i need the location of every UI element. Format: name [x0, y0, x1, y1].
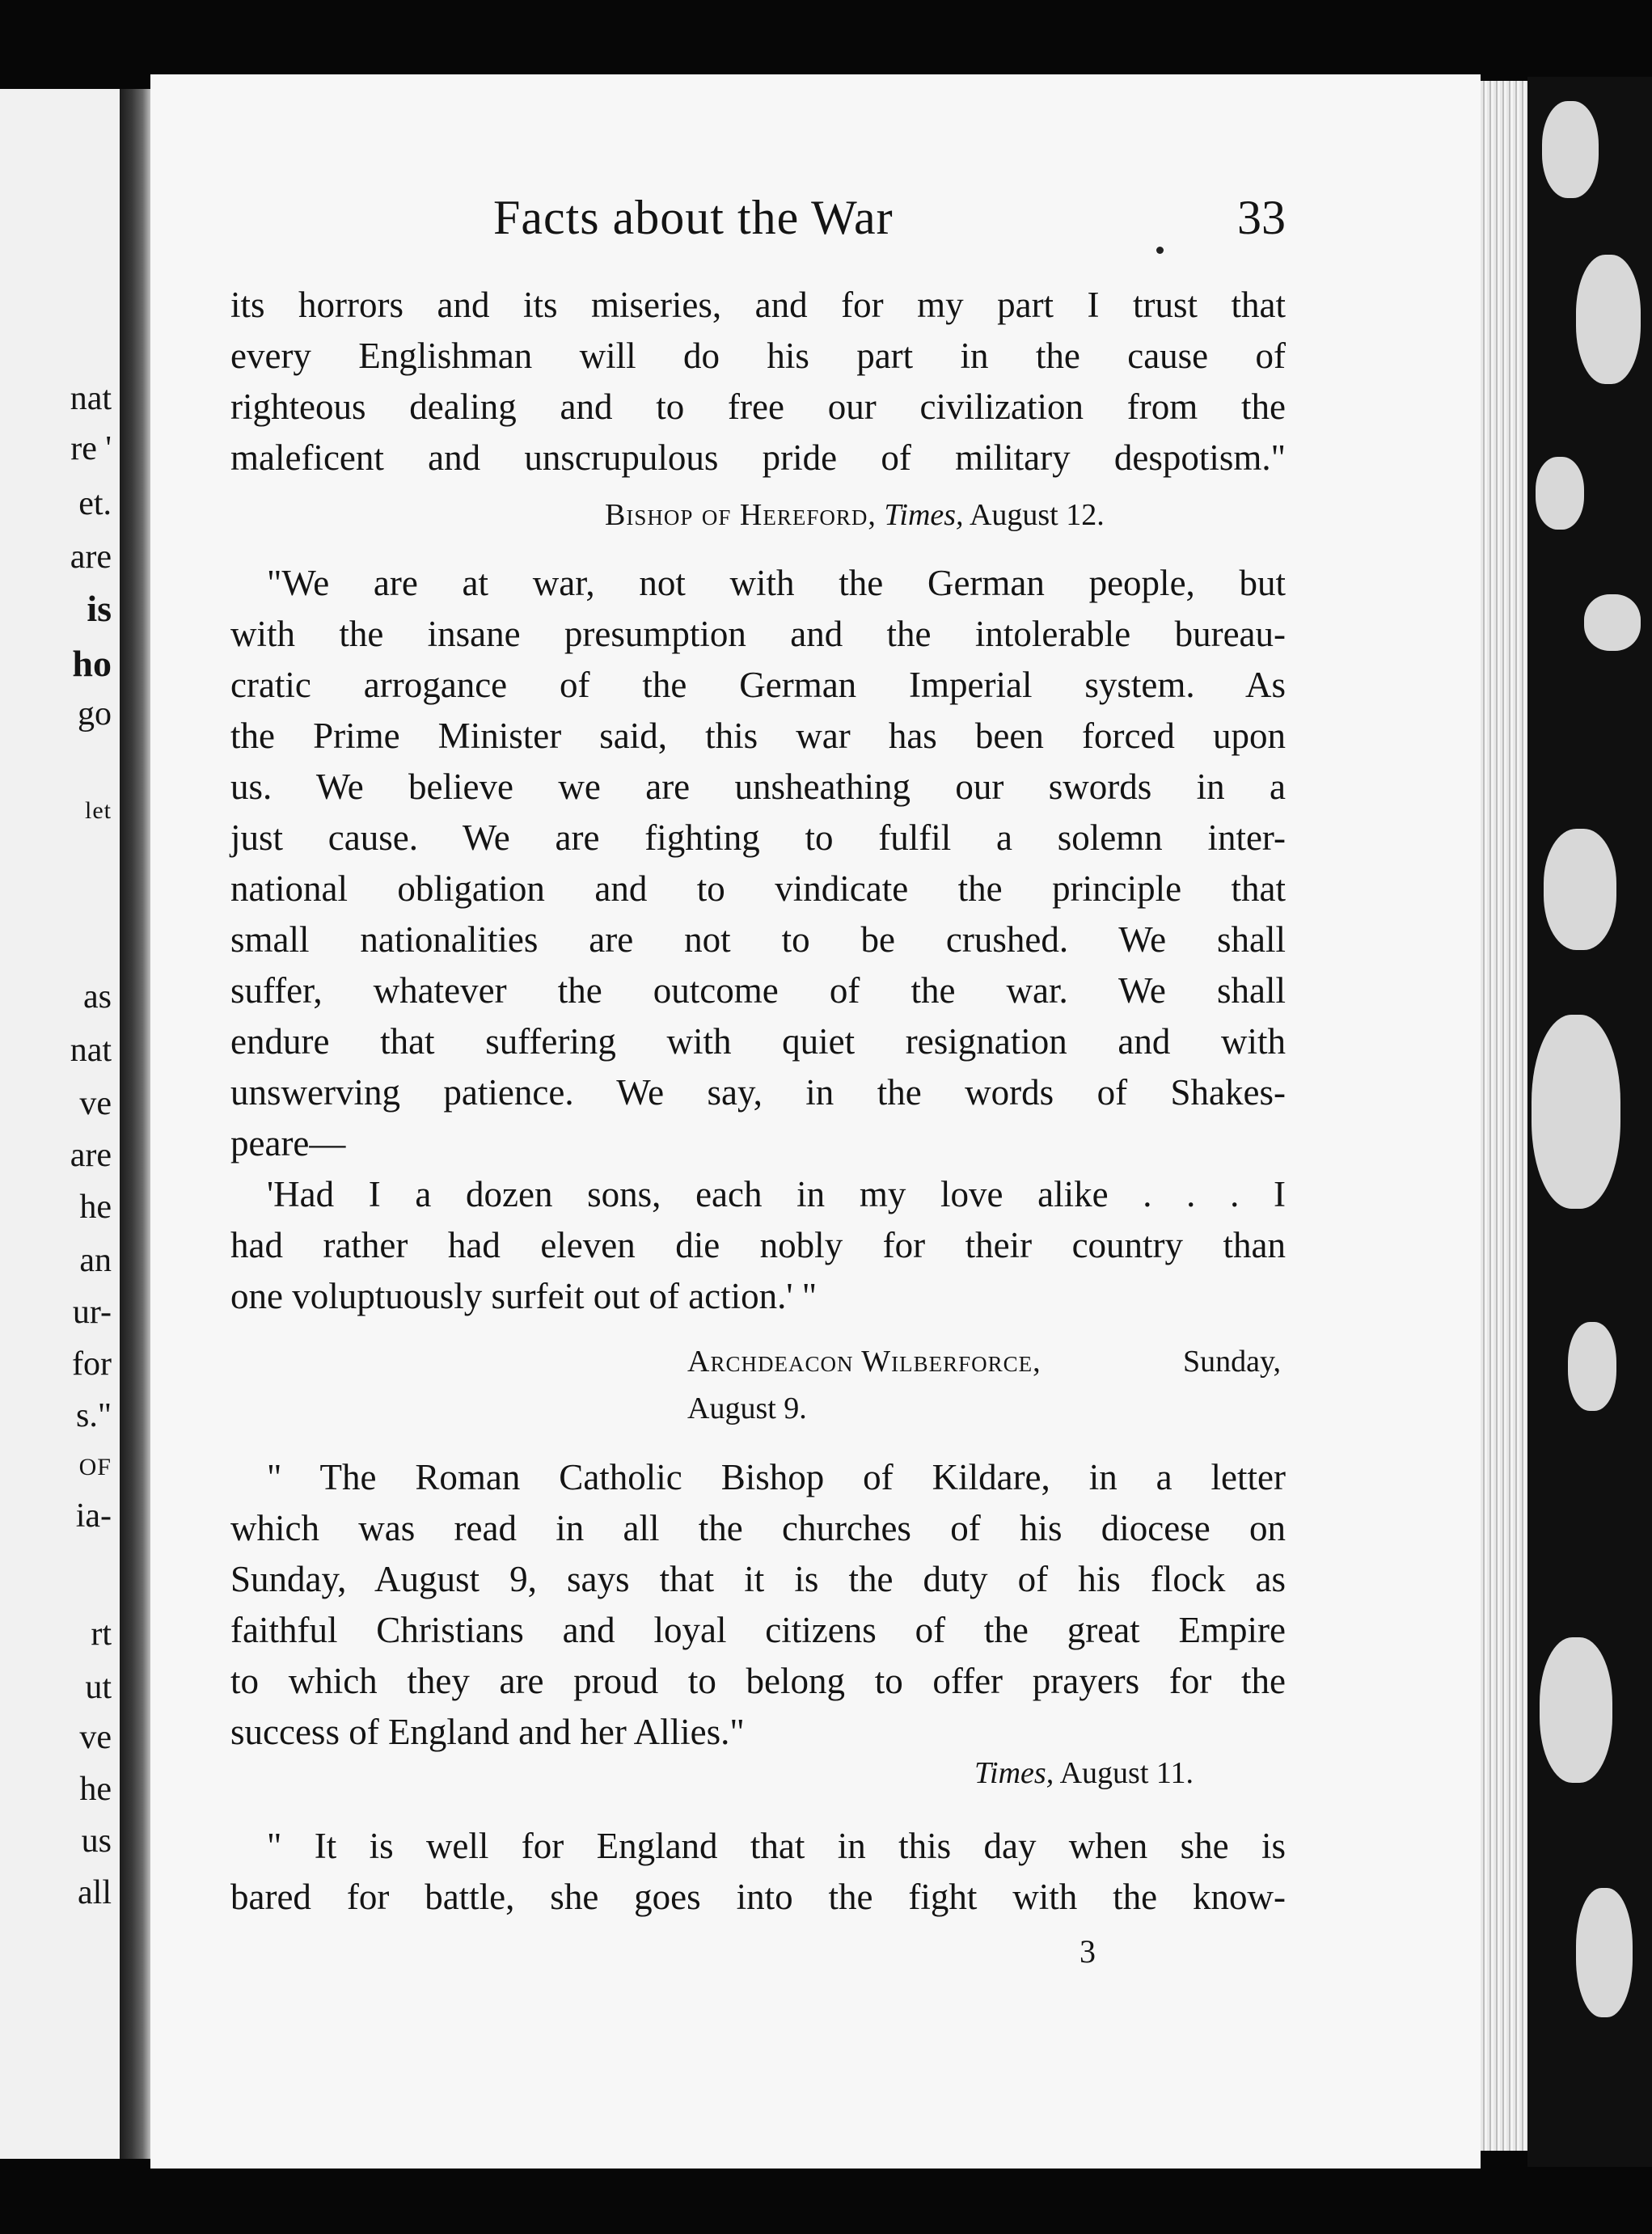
attribution-2 [687, 1338, 1286, 1432]
text-line: peare— [230, 1123, 346, 1163]
left-page-fragment: nat [70, 380, 112, 417]
passage-2 [230, 558, 1286, 1322]
attribution-source: Times, [974, 1756, 1054, 1790]
quote-line: 'Had I a dozen sons, each in my love alike . . . I [267, 1174, 1286, 1214]
attribution-name: Bishop of Hereford, [605, 498, 877, 532]
text-line: small nationalities are not to be crushed. We shall [230, 919, 1286, 960]
left-page-fragment: nat [70, 1032, 112, 1069]
left-page-fragment: us [81, 1822, 112, 1860]
text-line: to which they are proud to belong to offer prayers for the [230, 1661, 1286, 1701]
left-page-fragment: he [79, 1189, 112, 1226]
quote-line: one voluptuously surfeit out of action.' " [230, 1276, 818, 1316]
marbling-blot [1542, 101, 1599, 198]
text-line: just cause. We are fighting to fulfil a solemn inter- [230, 817, 1286, 858]
text-line: righteous dealing and to free our civilization from the [230, 386, 1286, 427]
passage-1 [230, 280, 1286, 484]
text-line: the Prime Minister said, this war has been forced upon [230, 716, 1286, 756]
left-page-fragment: for [72, 1345, 112, 1383]
marbling-blot [1540, 1637, 1612, 1783]
left-page-fragment: let [85, 797, 112, 824]
left-page-fragment: OF [78, 1454, 112, 1480]
attribution-1 [605, 492, 1105, 538]
text-line: with the insane presumption and the intolerable bureau- [230, 614, 1286, 654]
attribution-3 [974, 1750, 1194, 1797]
left-page-fragment: et. [78, 485, 112, 522]
text-line: us. We believe we are unsheathing our swords in a [230, 766, 1286, 807]
marbling-blot [1544, 829, 1616, 950]
left-page-fragment: all [78, 1874, 112, 1911]
marbled-cover-board [1527, 77, 1652, 2167]
left-page-fragment: is [87, 588, 112, 629]
passage-4 [230, 1821, 1286, 1923]
text-line: " It is well for England that in this day when she is [267, 1826, 1286, 1866]
passage-3 [230, 1452, 1286, 1758]
text-line: " The Roman Catholic Bishop of Kildare, in a letter [267, 1457, 1286, 1497]
ink-speck [1156, 247, 1164, 254]
text-line: suffer, whatever the outcome of the war. We shall [230, 970, 1286, 1011]
text-line: maleficent and unscrupulous pride of military despotism." [230, 437, 1286, 478]
left-page-fragment: are [70, 538, 112, 576]
text-line: endure that suffering with quiet resignation and with [230, 1021, 1286, 1062]
left-page-fragment: s." [76, 1397, 112, 1434]
page-header [230, 190, 1286, 255]
text-line: unswerving patience. We say, in the words of Shakes- [230, 1072, 1286, 1113]
left-facing-page [0, 89, 120, 2159]
text-line: its horrors and its miseries, and for my part I trust that [230, 285, 1286, 325]
signature-mark: 3 [1080, 1933, 1096, 1970]
marbling-blot [1584, 594, 1641, 651]
marbling-blot [1576, 1888, 1633, 2017]
left-page-fragment: go [78, 695, 112, 733]
text-line: every Englishman will do his part in the cause of [230, 336, 1286, 376]
marbling-blot [1576, 255, 1641, 384]
text-line: national obligation and to vindicate the principle that [230, 868, 1286, 909]
attribution-date: August 11. [1059, 1756, 1194, 1790]
text-line: faithful Christians and loyal citizens of the great Empire [230, 1610, 1286, 1650]
attribution-date: August 12. [969, 498, 1105, 532]
left-page-fragment: are [70, 1137, 112, 1174]
page-number: 33 [1237, 191, 1286, 244]
left-page-fragment: as [83, 978, 112, 1016]
left-page-fragment: ur- [72, 1294, 112, 1331]
text-line: "We are at war, not with the German people, but [267, 563, 1286, 603]
text-line: bared for battle, she goes into the fight with the know- [230, 1877, 1286, 1917]
running-title: Facts about the War [493, 191, 894, 244]
text-line: success of England and her Allies." [230, 1712, 745, 1752]
left-page-fragment: ia- [75, 1497, 112, 1535]
page-edges [1481, 81, 1527, 2151]
left-page-fragment: an [79, 1242, 112, 1279]
quote-line: had rather had eleven die nobly for their country than [230, 1225, 1286, 1265]
left-page-fragment: ut [85, 1669, 112, 1706]
attribution-date: August 9. [687, 1391, 807, 1425]
text-line: Sunday, August 9, says that it is the duty of his flock as [230, 1559, 1286, 1599]
left-page-fragment: ve [79, 1085, 112, 1122]
marbling-blot [1532, 1015, 1620, 1209]
left-page-fragment: re ' [70, 430, 112, 467]
left-page-fragment: rt [91, 1615, 112, 1653]
left-page-fragment: ho [72, 643, 112, 684]
attribution-source: Times, [884, 498, 964, 532]
attribution-name: Archdeacon Wilberforce, [687, 1345, 1041, 1379]
text-line: which was read in all the churches of his diocese on [230, 1508, 1286, 1548]
attribution-day: Sunday, [1182, 1345, 1281, 1379]
marbling-blot [1568, 1322, 1616, 1411]
left-page-fragment: ve [79, 1719, 112, 1756]
book-gutter [120, 89, 150, 2159]
left-page-fragment: he [79, 1771, 112, 1808]
text-line: cratic arrogance of the German Imperial system. As [230, 665, 1286, 705]
marbling-blot [1536, 457, 1584, 530]
